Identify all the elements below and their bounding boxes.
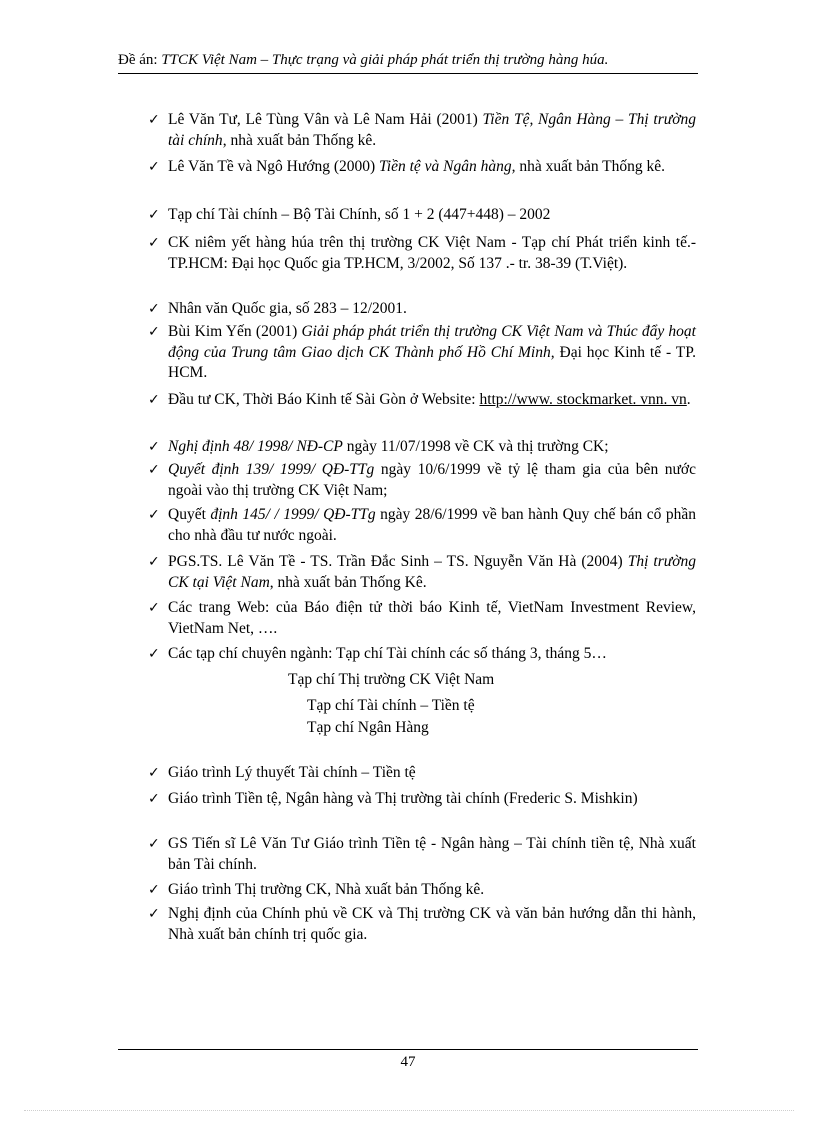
reference-plain-text: ngày 10/6/1999 về tỷ lệ tham gia của bên nước ngoài vào thị trường CK Việt Nam; (168, 461, 696, 499)
checkmark-icon: ✓ (148, 159, 160, 175)
checkmark-icon: ✓ (148, 765, 160, 781)
checkmark-icon: ✓ (148, 791, 160, 807)
page-boundary-line (24, 1110, 794, 1111)
page-number: 47 (400, 1054, 416, 1070)
reference-item (148, 110, 696, 151)
reference-item (148, 233, 696, 274)
reference-plain-text: ngày 11/07/1998 về CK và thị trường CK; (342, 438, 609, 455)
reference-plain-text: , nhà xuất bản Thống Kê. (269, 573, 427, 591)
checkmark-icon: ✓ (148, 112, 160, 128)
reference-plain-text: Giáo trình Thị trường CK, Nhà xuất bản Thống kê. (168, 881, 485, 898)
checkmark-icon: ✓ (148, 507, 160, 523)
header-title: TTCK Việt Nam – Thực trạng và giải pháp phát triển thị trường hàng húa. (161, 52, 609, 68)
reference-text (168, 904, 696, 945)
reference-item (148, 437, 696, 458)
reference-item (148, 644, 696, 665)
reference-item (148, 299, 696, 320)
reference-plain-text: Lê Văn Tề và Ngô Hướng (2000) (168, 158, 380, 175)
reference-item (148, 880, 696, 901)
reference-text (168, 390, 696, 411)
checkmark-icon: ✓ (148, 836, 160, 852)
checkmark-icon: ✓ (148, 906, 160, 922)
reference-plain-text: Các trang Web: của Báo điện tử thời báo Kinh tế, VietNam Investment Review, VietNam Net, …. (168, 599, 696, 637)
reference-title: Quyết định 139/ 1999/ QĐ-TTg (168, 461, 375, 478)
reference-plain-text: GS Tiến sĩ Lê Văn Tư Giáo trình Tiền tệ - Ngân hàng – Tài chính tiền tệ, Nhà xuất bản Tài chính. (168, 835, 696, 873)
checkmark-icon: ✓ (148, 207, 160, 223)
reference-item (148, 505, 696, 546)
reference-text (168, 205, 696, 226)
reference-item (148, 834, 696, 875)
footer-rule (118, 1049, 698, 1050)
checkmark-icon: ✓ (148, 600, 160, 616)
reference-plain-text: Đầu tư CK, Thời Báo Kinh tế Sài Gòn ở Website: (168, 391, 480, 408)
reference-item (148, 763, 696, 784)
reference-plain-text: Nghị định của Chính phủ về CK và Thị trường CK và văn bản hướng dẫn thi hành, Nhà xuất bản chính trị quốc gia. (168, 905, 696, 943)
reference-item (148, 157, 696, 178)
checkmark-icon: ✓ (148, 301, 160, 317)
reference-text (168, 233, 696, 274)
checkmark-icon: ✓ (148, 324, 160, 340)
reference-text (168, 763, 696, 784)
reference-plain-text: ngày 28/6/1999 về ban hành Quy chế bán cổ phần cho nhà đầu tư nước ngoài. (168, 506, 696, 544)
header-prefix: Đề án: (118, 52, 162, 68)
reference-plain-text: Giáo trình Lý thuyết Tài chính – Tiền tệ (168, 764, 416, 781)
reference-plain-text: Bùi Kim Yến (2001) (168, 323, 302, 340)
reference-plain-text: Đại học Kinh tế - TP. HCM. (168, 343, 697, 381)
reference-item (148, 552, 696, 593)
page-header (118, 51, 698, 69)
reference-plain-text: Các tạp chí chuyên ngành: Tạp chí Tài chính các số tháng 3, tháng 5… (168, 645, 607, 662)
reference-text (168, 437, 696, 458)
reference-plain-text: Giáo trình Tiền tệ, Ngân hàng và Thị trường tài chính (Frederic S. Mishkin) (168, 790, 638, 807)
reference-text (168, 505, 696, 546)
reference-title: Tiền Tệ, Ngân Hàng – Thị trường tài chính (168, 111, 696, 149)
reference-text (168, 460, 696, 501)
checkmark-icon: ✓ (148, 462, 160, 478)
reference-text (168, 880, 696, 901)
reference-title: Giải pháp phát triển thị trường CK Việt Nam và Thúc đẩy hoạt động của Trung tâm Giao dịch CK Thành phố Hồ Chí Minh, (168, 323, 696, 361)
reference-plain-text: CK niêm yết hàng húa trên thị trường CK Việt Nam - Tạp chí Phát triển kinh tế.- TP.HCM: Đại học Quốc gia TP.HCM, 3/2002, Số 137 .- tr. 38-39 (T.Việt). (168, 234, 696, 272)
reference-item (148, 598, 696, 639)
reference-text (168, 299, 696, 320)
reference-plain-text: nhà xuất bản Thống kê. (515, 158, 666, 175)
reference-text (168, 552, 696, 593)
reference-text (168, 157, 696, 178)
reference-item (148, 789, 696, 810)
reference-plain-text: , nhà xuất bản Thống kê. (222, 131, 377, 149)
reference-plain-text: Lê Văn Tư, Lê Tùng Vân và Lê Nam Hải (2001) (168, 111, 483, 128)
reference-item (148, 460, 696, 501)
reference-title: Thị trường CK tại Việt Nam (168, 553, 696, 591)
reference-plain-text: Quyết (168, 506, 211, 523)
reference-item (148, 904, 696, 945)
reference-text (168, 598, 696, 639)
reference-title: định 145/ / 1999/ QĐ-TTg (210, 506, 376, 523)
checkmark-icon: ✓ (148, 235, 160, 251)
checkmark-icon: ✓ (148, 439, 160, 455)
reference-text (168, 644, 696, 665)
reference-text (168, 834, 696, 875)
reference-plain-text: . (686, 391, 691, 408)
reference-plain-text: Tạp chí Tài chính – Bộ Tài Chính, số 1 + 2 (447+448) – 2002 (168, 206, 551, 223)
reference-text (168, 110, 696, 151)
reference-title: Nghị định 48/ 1998/ NĐ-CP (168, 438, 343, 455)
header-rule (118, 73, 698, 74)
checkmark-icon: ✓ (148, 646, 160, 662)
journal-line: Tạp chí Thị trường CK Việt Nam (288, 671, 495, 688)
journal-line: Tạp chí Ngân Hàng (307, 719, 429, 736)
reference-plain-text: PGS.TS. Lê Văn Tề - TS. Trần Đắc Sinh – TS. Nguyễn Văn Hà (2004) (168, 553, 628, 570)
journal-line: Tạp chí Tài chính – Tiền tệ (307, 697, 475, 714)
reference-title: Tiền tệ và Ngân hàng, (379, 158, 516, 175)
reference-item (148, 322, 696, 384)
reference-item (148, 390, 696, 411)
checkmark-icon: ✓ (148, 882, 160, 898)
reference-link[interactable]: http://www. stockmarket. vnn. vn (479, 391, 687, 408)
reference-text (168, 789, 696, 810)
reference-text (168, 322, 696, 384)
reference-plain-text: Nhân văn Quốc gia, số 283 – 12/2001. (168, 300, 407, 317)
reference-item (148, 205, 696, 226)
checkmark-icon: ✓ (148, 554, 160, 570)
checkmark-icon: ✓ (148, 392, 160, 408)
